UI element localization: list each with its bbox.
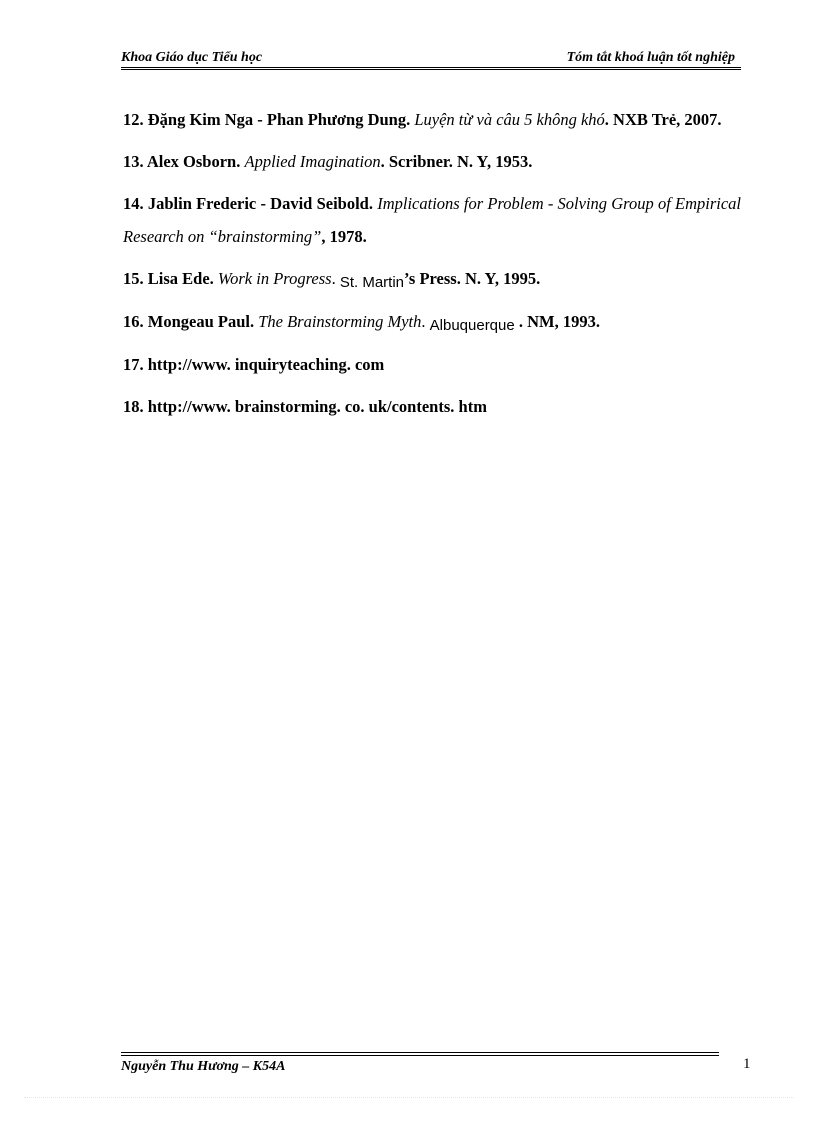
reference-item-16 [123, 305, 741, 339]
ref-text: . [421, 312, 430, 331]
ref-title: Implications for Problem - Solving Group of Empirical Research on “brainstorming” [123, 194, 741, 246]
reference-item-14 [123, 187, 741, 253]
ref-text: 12. Đặng Kim Nga - Phan Phương Dung. [123, 110, 415, 129]
footer-rule [121, 1052, 719, 1053]
ref-url: 17. http://www. inquiryteaching. com [123, 355, 385, 374]
footer-rule [121, 1055, 719, 1056]
page-edge-divider [24, 1097, 794, 1098]
ref-text: . Scribner. N. Y, 1953. [380, 152, 533, 171]
ref-text: 13. Alex Osborn. [123, 152, 245, 171]
ref-url: 18. http://www. brainstorming. co. uk/contents. htm [123, 397, 487, 416]
header-rule [121, 67, 741, 68]
header-document-title: Tóm tắt khoá luận tốt nghiệp [566, 50, 735, 65]
header-rule [121, 69, 741, 70]
ref-title: Work in Progress [217, 269, 332, 288]
ref-text: . NXB Trẻ, 2007. [604, 110, 722, 129]
ref-text: 16. Mongeau Paul. [123, 312, 259, 331]
reference-item-13 [123, 145, 741, 178]
ref-place: Albuquerque [429, 317, 515, 334]
page-number: 1 [743, 1056, 751, 1072]
header-faculty: Khoa Giáo dục Tiểu học [121, 50, 263, 65]
reference-item-18 [123, 390, 741, 423]
ref-title: The Brainstorming Myth [258, 312, 422, 331]
ref-text: . NM, 1993. [514, 312, 600, 331]
page-header [121, 50, 741, 68]
ref-text: 14. Jablin Frederic - David Seibold. [123, 194, 378, 213]
ref-text: . [331, 269, 340, 288]
ref-publisher: St. Martin [339, 274, 405, 291]
footer-author: Nguyễn Thu Hương – K54A [121, 1059, 286, 1074]
ref-text: , 1978. [321, 227, 367, 246]
reference-item-17 [123, 348, 741, 381]
reference-list [123, 103, 741, 432]
ref-title: Applied Imagination [244, 152, 381, 171]
reference-item-12 [123, 103, 741, 136]
ref-text: 15. Lisa Ede. [123, 269, 218, 288]
ref-title: Luyện từ và câu 5 không khó [414, 110, 605, 129]
ref-text: ’s Press. N. Y, 1995. [404, 269, 541, 288]
reference-item-15 [123, 262, 741, 296]
